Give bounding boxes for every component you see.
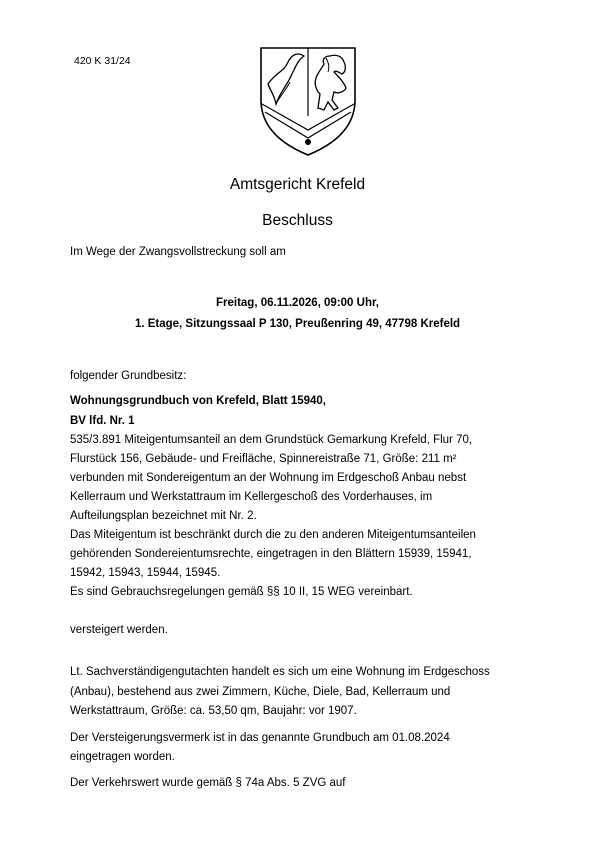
description-line: 15942, 15943, 15944, 15945. <box>70 567 221 579</box>
appraisal-line: (Anbau), bestehend aus zwei Zimmern, Küche, Diele, Bad, Kellerraum und <box>70 686 451 698</box>
grundbuch-subheading: BV lfd. Nr. 1 <box>70 415 135 427</box>
auction-statement: versteigert werden. <box>70 624 168 636</box>
appraisal-line: Lt. Sachverständigengutachten handelt es sich um eine Wohnung im Erdgeschoss <box>70 666 490 678</box>
description-line: Es sind Gebrauchsregelungen gemäß §§ 10 II, 15 WEG vereinbart. <box>70 586 413 598</box>
description-line: Kellerraum und Werkstattraum im Kellergeschoß des Vorderhauses, im <box>70 491 433 503</box>
court-name: Amtsgericht Krefeld <box>229 176 366 193</box>
case-reference: 420 K 31/24 <box>74 55 131 67</box>
market-value-text: Der Verkehrswert wurde gemäß § 74a Abs. 5 ZVG auf <box>70 777 346 789</box>
description-line: Aufteilungsplan bezeichnet mit Nr. 2. <box>70 510 257 522</box>
appraisal-line: Werkstattraum, Größe: ca. 53,50 qm, Baujahr: vor 1907. <box>70 705 357 717</box>
document-title: Beschluss <box>262 212 333 229</box>
intro-text: Im Wege der Zwangsvollstreckung soll am <box>70 246 286 258</box>
description-line: 535/3.891 Miteigentumsanteil an dem Grundstück Gemarkung Krefeld, Flur 70, <box>70 434 473 446</box>
registration-note-line: eingetragen worden. <box>70 751 175 763</box>
registration-note-line: Der Versteigerungsvermerk ist in das genannte Grundbuch am 01.08.2024 <box>70 732 450 744</box>
property-intro: folgender Grundbesitz: <box>70 370 187 382</box>
grundbuch-heading: Wohnungsgrundbuch von Krefeld, Blatt 15940, <box>70 395 327 407</box>
description-line: Das Miteigentum ist beschränkt durch die zu den anderen Miteigentumsanteilen <box>70 529 476 541</box>
description-line: gehörenden Sondereientumsrechte, eingetragen in den Blättern 15939, 15941, <box>70 548 472 560</box>
description-line: verbunden mit Sondereigentum an der Wohnung im Erdgeschoß Anbau nebst <box>70 472 467 484</box>
description-line: Flurstück 156, Gebäude- und Freifläche, Spinnereistraße 71, Größe: 211 m² <box>70 453 457 465</box>
auction-date: Freitag, 06.11.2026, 09:00 Uhr, <box>215 297 380 309</box>
auction-location: 1. Etage, Sitzungssaal P 130, Preußenring 49, 47798 Krefeld <box>134 318 461 330</box>
coat-of-arms-icon <box>258 42 358 158</box>
